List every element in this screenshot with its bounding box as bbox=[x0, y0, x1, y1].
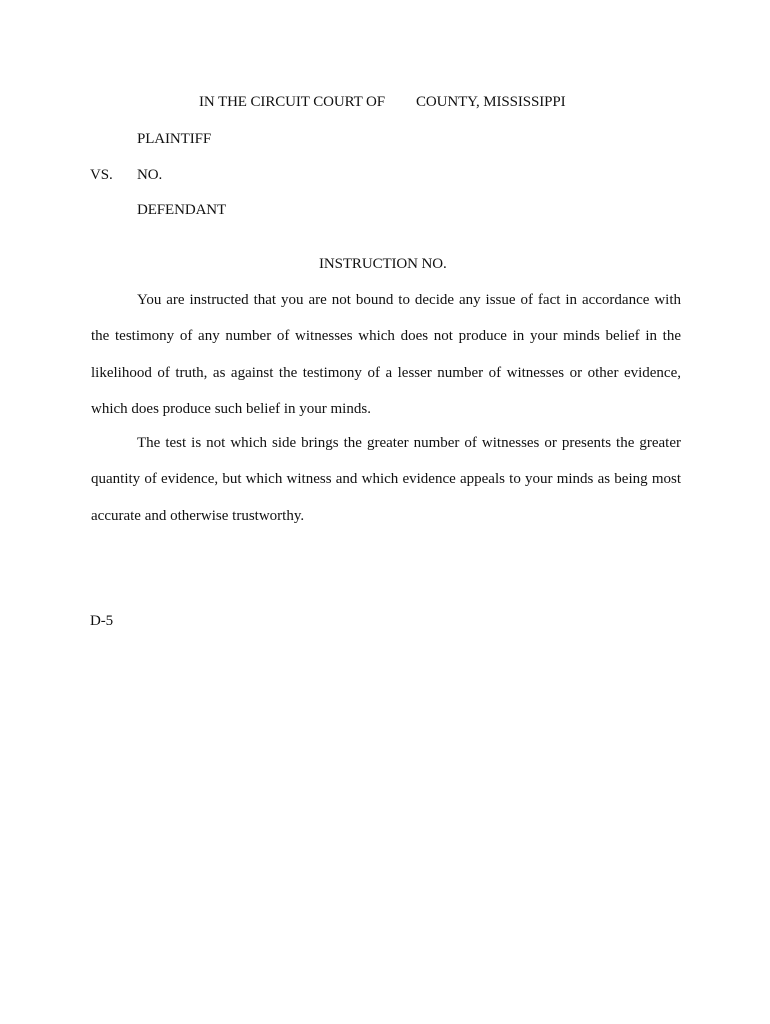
case-number-label: NO. bbox=[137, 167, 163, 183]
plaintiff-label: PLAINTIFF bbox=[137, 131, 212, 147]
paragraph-2-line-3: accurate and otherwise trustworthy. bbox=[91, 508, 305, 524]
court-caption-right: COUNTY, MISSISSIPPI bbox=[416, 94, 566, 110]
instruction-title: INSTRUCTION NO. bbox=[319, 256, 447, 272]
document-code: D-5 bbox=[90, 613, 114, 629]
defendant-label: DEFENDANT bbox=[137, 202, 227, 218]
paragraph-1-line-1: You are instructed that you are not bound to decide any issue of fact in accordance with bbox=[137, 292, 681, 308]
paragraph-2-line-1: The test is not which side brings the greater number of witnesses or presents the greater bbox=[137, 435, 681, 451]
paragraph-2-line-2: quantity of evidence, but which witness and which evidence appeals to your minds as being most bbox=[91, 471, 681, 487]
paragraph-1-line-2: the testimony of any number of witnesses which does not produce in your minds belief in the bbox=[91, 328, 681, 344]
paragraph-1-line-4: which does produce such belief in your minds. bbox=[91, 401, 371, 417]
paragraph-1-line-3: likelihood of truth, as against the testimony of a lesser number of witnesses or other evidence, bbox=[91, 365, 681, 381]
court-caption-left: IN THE CIRCUIT COURT OF bbox=[199, 94, 385, 110]
versus-label: VS. bbox=[90, 167, 113, 183]
